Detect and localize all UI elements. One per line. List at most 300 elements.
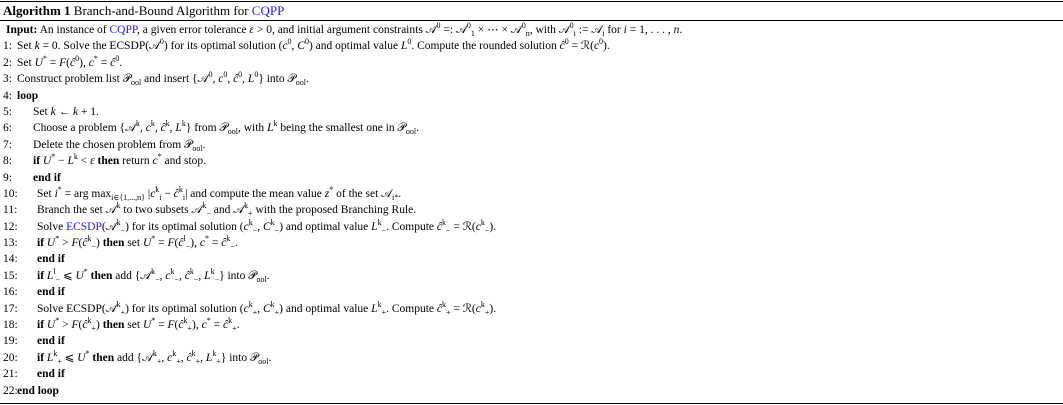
text-segment: ool bbox=[192, 143, 203, 153]
text-segment: 1 bbox=[470, 29, 475, 38]
step-text bbox=[33, 137, 205, 153]
text-segment: − bbox=[274, 225, 280, 235]
text-segment: − bbox=[185, 242, 191, 252]
text-segment: . bbox=[306, 73, 309, 86]
text-segment: ). bbox=[489, 220, 497, 233]
text-segment: Set bbox=[37, 187, 55, 200]
step-text bbox=[37, 268, 270, 284]
text-segment: ĉ bbox=[233, 73, 239, 86]
text-segment: c bbox=[475, 220, 481, 233]
text-segment: , bbox=[154, 122, 161, 135]
text-segment: c bbox=[475, 302, 481, 315]
text-segment: 0 bbox=[569, 21, 574, 30]
algorithm-lines bbox=[0, 22, 1063, 399]
text-segment: ool bbox=[227, 127, 238, 137]
text-segment: U bbox=[46, 237, 56, 250]
text-segment: Delete the chosen problem from 𝒫 bbox=[33, 138, 193, 151]
text-segment: , with 𝒜 bbox=[529, 24, 570, 36]
text-segment: * bbox=[329, 184, 334, 194]
keyword: if bbox=[37, 319, 47, 332]
algorithm-step bbox=[0, 284, 1063, 300]
text-segment: + bbox=[57, 356, 62, 366]
step-text bbox=[37, 251, 65, 267]
keyword: end if bbox=[37, 335, 65, 348]
text-segment: =: 𝒜 bbox=[440, 24, 467, 36]
cqpp-link[interactable]: CQPP bbox=[251, 3, 285, 18]
text-segment: | and compute the mean value bbox=[185, 187, 325, 200]
text-segment: > bbox=[59, 319, 72, 332]
text-segment: L bbox=[247, 73, 255, 86]
text-segment: + bbox=[195, 356, 201, 366]
text-segment: − bbox=[161, 187, 174, 200]
text-segment: 0 bbox=[599, 37, 604, 47]
text-segment: k bbox=[226, 234, 231, 244]
text-segment: ← bbox=[55, 105, 73, 118]
text-segment: ) and optimal value bbox=[279, 220, 372, 233]
keyword: loop bbox=[17, 89, 39, 102]
text-segment: and 𝒜 bbox=[210, 204, 245, 217]
text-segment: k bbox=[116, 217, 121, 227]
text-segment: × ⋯ × 𝒜 bbox=[474, 24, 522, 36]
text-segment: U bbox=[75, 269, 84, 282]
text-segment: (𝒜 bbox=[101, 220, 117, 233]
text-segment: Solve ECSDP(𝒜 bbox=[37, 302, 117, 315]
line-number: 20: bbox=[3, 351, 18, 364]
text-segment: . bbox=[268, 351, 272, 364]
text-segment: ĉ bbox=[82, 237, 88, 250]
text-segment: > bbox=[59, 237, 72, 250]
keyword: then bbox=[99, 319, 125, 332]
text-segment: + bbox=[120, 307, 126, 317]
step-text bbox=[37, 366, 65, 382]
text-segment: 0 bbox=[75, 53, 80, 63]
text-segment: | bbox=[145, 187, 151, 200]
step-text bbox=[33, 120, 419, 136]
text-segment: ĉ bbox=[436, 220, 442, 233]
line-number: 4: bbox=[3, 89, 12, 102]
text-segment: U bbox=[42, 155, 52, 168]
text-segment: ) for its optimal solution ( bbox=[125, 220, 244, 233]
text-segment: ĉ bbox=[222, 319, 229, 332]
line-number: 12: bbox=[3, 220, 18, 233]
step-text bbox=[17, 38, 610, 54]
text-segment: ĉ bbox=[160, 122, 166, 135]
text-segment: 0 bbox=[115, 53, 120, 63]
text-segment: ) and optimal value bbox=[279, 302, 372, 315]
text-segment: , with bbox=[237, 122, 268, 135]
text-segment: . bbox=[119, 56, 123, 69]
text-segment: Set bbox=[17, 56, 35, 69]
keyword: end if bbox=[33, 171, 61, 184]
text-segment: − bbox=[120, 225, 126, 235]
text-segment: − bbox=[155, 274, 160, 284]
text-segment: . bbox=[202, 138, 206, 151]
text-segment: ( bbox=[174, 237, 179, 250]
text-segment: , bbox=[257, 302, 263, 315]
text-segment: ool bbox=[131, 78, 142, 88]
line-number: 21: bbox=[3, 368, 18, 381]
top-rule bbox=[0, 1, 1063, 2]
text-segment: i bbox=[623, 24, 627, 36]
text-segment: . bbox=[416, 122, 419, 135]
text-segment: 0 bbox=[254, 70, 259, 80]
title-rule bbox=[0, 20, 1063, 21]
text-segment: F bbox=[167, 319, 175, 332]
text-segment: Construct problem list 𝒫 bbox=[17, 73, 132, 86]
text-segment: , bbox=[242, 73, 248, 86]
algorithm-step bbox=[0, 104, 1063, 120]
text-segment: ), bbox=[190, 237, 200, 250]
text-segment: k bbox=[72, 105, 79, 118]
text-segment: k bbox=[248, 217, 253, 227]
algorithm-title bbox=[3, 3, 284, 19]
step-text bbox=[17, 383, 59, 399]
text-segment: c bbox=[145, 122, 151, 135]
text-segment: add {𝒜 bbox=[114, 351, 153, 364]
text-segment: * bbox=[206, 316, 211, 326]
text-segment: ĉ bbox=[178, 319, 184, 332]
text-segment: ool bbox=[405, 127, 417, 137]
text-segment: ĉ bbox=[70, 56, 76, 69]
text-segment: U bbox=[142, 319, 152, 332]
reference-link[interactable]: ECSDP bbox=[66, 220, 102, 233]
text-segment: , bbox=[227, 73, 234, 86]
text-segment: L bbox=[205, 351, 213, 364]
text-segment: * bbox=[93, 53, 98, 63]
text-segment: ⩽ bbox=[61, 351, 78, 364]
text-segment: i bbox=[54, 187, 58, 200]
text-segment: = ℛ( bbox=[568, 40, 594, 53]
text-segment: = ℛ( bbox=[450, 302, 476, 315]
bottom-rule bbox=[0, 403, 1063, 404]
text-segment: L bbox=[67, 155, 74, 168]
text-segment: , bbox=[159, 269, 166, 282]
text-segment: k bbox=[155, 184, 160, 194]
algorithm-step bbox=[0, 71, 1063, 87]
algorithm-step bbox=[0, 251, 1063, 267]
text-segment: U bbox=[46, 319, 56, 332]
algorithm-step bbox=[0, 235, 1063, 251]
algorithm-step bbox=[0, 268, 1063, 284]
text-segment: . bbox=[266, 269, 270, 282]
text-segment: k bbox=[87, 316, 92, 326]
step-text bbox=[17, 55, 122, 71]
text-segment: } into 𝒫 bbox=[219, 269, 257, 282]
text-segment: k bbox=[248, 299, 253, 309]
text-segment: Branch the set 𝒜 bbox=[37, 204, 117, 217]
text-segment: L bbox=[400, 40, 408, 53]
step-text bbox=[6, 22, 682, 38]
text-segment: being the smallest one in 𝒫 bbox=[277, 122, 406, 135]
text-segment: − bbox=[230, 242, 235, 252]
text-segment: ). bbox=[489, 302, 497, 315]
keyword: end loop bbox=[17, 384, 59, 397]
text-segment: k bbox=[480, 217, 485, 227]
text-segment: , bbox=[161, 351, 168, 364]
text-segment: − bbox=[214, 274, 220, 284]
text-segment: ( bbox=[174, 319, 179, 332]
text-segment: − bbox=[252, 225, 258, 235]
text-segment: , bbox=[198, 269, 205, 282]
text-segment: 0 bbox=[238, 70, 243, 80]
text-segment: } into 𝒫 bbox=[220, 351, 259, 364]
text-segment: i bbox=[602, 29, 605, 38]
text-segment: i* bbox=[392, 192, 399, 202]
keyword: then bbox=[94, 155, 120, 168]
text-segment: ĉ bbox=[110, 56, 116, 69]
text-segment: + bbox=[381, 307, 387, 317]
line-number: 22: bbox=[3, 384, 18, 397]
text-segment: 0 bbox=[304, 37, 309, 47]
text-segment: n bbox=[673, 24, 680, 36]
text-segment: + bbox=[484, 307, 490, 317]
text-segment: k bbox=[273, 119, 278, 129]
text-segment: k bbox=[116, 299, 121, 309]
text-segment: . Compute bbox=[386, 302, 437, 315]
step-text bbox=[37, 333, 65, 349]
text-segment: + bbox=[232, 324, 237, 334]
text-segment: n bbox=[525, 29, 530, 38]
text-segment: c bbox=[243, 302, 249, 315]
text-segment: return bbox=[119, 155, 153, 168]
text-segment: Set bbox=[33, 105, 51, 118]
text-segment: k bbox=[480, 299, 485, 309]
text-segment: and stop. bbox=[161, 155, 207, 168]
algorithm-step bbox=[0, 137, 1063, 153]
text-segment: , bbox=[257, 220, 263, 233]
text-segment: 0 bbox=[564, 37, 569, 47]
text-segment: set bbox=[124, 319, 143, 332]
line-number: 11: bbox=[3, 204, 18, 217]
text-segment: ε bbox=[90, 155, 95, 168]
reference-link[interactable]: CQPP bbox=[109, 24, 138, 36]
text-segment: k bbox=[178, 184, 183, 194]
text-segment: k bbox=[442, 217, 446, 227]
text-segment: ( bbox=[66, 56, 71, 69]
text-segment: i bbox=[159, 192, 162, 202]
algorithm-step bbox=[0, 383, 1063, 399]
text-segment: k bbox=[228, 316, 233, 326]
text-segment: l bbox=[183, 234, 186, 244]
text-segment: k bbox=[210, 266, 215, 276]
text-segment: L bbox=[175, 122, 182, 135]
text-segment: ε bbox=[249, 24, 254, 36]
text-segment: k bbox=[202, 201, 207, 211]
text-segment: 0 bbox=[223, 70, 228, 80]
input-line bbox=[0, 22, 1063, 38]
text-segment: * bbox=[42, 53, 47, 63]
step-text bbox=[37, 219, 496, 235]
text-segment: * bbox=[57, 184, 62, 194]
text-segment: k bbox=[73, 152, 78, 162]
text-segment: c bbox=[199, 237, 205, 250]
text-segment: } into 𝒫 bbox=[258, 73, 296, 86]
algorithm-step bbox=[0, 170, 1063, 186]
text-segment: F bbox=[59, 56, 67, 69]
text-segment: . bbox=[236, 319, 240, 332]
text-segment: c bbox=[282, 40, 288, 53]
text-segment: L bbox=[267, 122, 274, 135]
text-segment: 0 bbox=[159, 37, 164, 47]
text-segment: U bbox=[34, 56, 43, 69]
text-segment: − bbox=[484, 225, 490, 235]
line-number: 10: bbox=[3, 187, 18, 200]
algorithm-step bbox=[0, 202, 1063, 218]
text-segment: 0 bbox=[521, 21, 526, 30]
text-segment: Choose a problem {𝒜 bbox=[33, 122, 136, 135]
algorithm-step bbox=[0, 366, 1063, 382]
text-segment: = bbox=[97, 56, 111, 69]
keyword: if bbox=[37, 351, 47, 364]
line-number: 3: bbox=[3, 73, 12, 86]
text-segment: 0 bbox=[466, 21, 471, 30]
text-segment: = bbox=[155, 319, 168, 332]
keyword: end if bbox=[37, 368, 65, 381]
text-segment: < bbox=[77, 155, 91, 168]
text-segment: + bbox=[187, 324, 193, 334]
text-segment: − bbox=[206, 209, 211, 219]
algorithm-step bbox=[0, 317, 1063, 333]
text-segment: ( bbox=[78, 237, 83, 250]
text-segment: + bbox=[252, 307, 258, 317]
text-segment: Solve bbox=[37, 220, 67, 233]
keyword: then bbox=[89, 351, 115, 364]
text-segment: k bbox=[170, 266, 175, 276]
line-number: 7: bbox=[3, 138, 12, 151]
text-segment: . Compute bbox=[386, 220, 437, 233]
text-segment: and insert {𝒜 bbox=[141, 73, 209, 86]
text-segment: add {𝒜 bbox=[112, 269, 152, 282]
text-segment: c bbox=[593, 40, 600, 53]
text-segment: = bbox=[210, 319, 223, 332]
algorithm-label: Algorithm 1 bbox=[3, 3, 71, 18]
algorithm-step bbox=[0, 55, 1063, 71]
text-segment: . bbox=[398, 187, 402, 200]
step-text bbox=[33, 170, 61, 186]
step-text bbox=[37, 317, 239, 333]
step-text bbox=[17, 88, 38, 104]
text-segment: . Compute the rounded solution bbox=[411, 40, 560, 53]
keyword: then bbox=[87, 269, 113, 282]
text-segment: k bbox=[152, 348, 157, 358]
text-segment: , a given error tolerance bbox=[137, 24, 250, 36]
text-segment: An instance of bbox=[37, 24, 110, 36]
text-segment: * bbox=[151, 316, 156, 326]
text-segment: 0 bbox=[436, 21, 441, 30]
text-segment: ĉ bbox=[184, 269, 190, 282]
text-segment: k bbox=[150, 119, 155, 129]
step-text bbox=[37, 284, 65, 300]
text-segment: − bbox=[55, 155, 68, 168]
text-segment: k bbox=[189, 266, 194, 276]
text-segment: ĉ bbox=[436, 302, 442, 315]
text-segment: k bbox=[172, 348, 177, 358]
text-segment: * bbox=[83, 266, 88, 276]
text-segment: + bbox=[445, 307, 451, 317]
text-segment: , bbox=[169, 122, 176, 135]
text-segment: F bbox=[71, 237, 79, 250]
text-segment: k bbox=[377, 299, 382, 309]
text-segment: = bbox=[46, 56, 60, 69]
keyword: end if bbox=[37, 253, 65, 266]
text-segment: C bbox=[262, 302, 271, 315]
text-segment: U bbox=[142, 237, 152, 250]
algorithm-step bbox=[0, 153, 1063, 169]
text-segment: C bbox=[297, 40, 305, 53]
text-segment: , bbox=[179, 269, 185, 282]
text-segment: * bbox=[55, 316, 60, 326]
text-segment: ( bbox=[78, 319, 83, 332]
step-text bbox=[33, 153, 206, 169]
text-segment: k bbox=[50, 105, 56, 118]
text-segment: c bbox=[201, 319, 207, 332]
step-text bbox=[37, 235, 238, 251]
step-text bbox=[17, 71, 309, 87]
algorithm-step bbox=[0, 350, 1063, 366]
text-segment: c bbox=[150, 187, 156, 200]
text-segment: k bbox=[53, 348, 58, 358]
text-segment: i∈{1,...,n} bbox=[111, 192, 145, 202]
keyword: then bbox=[99, 237, 125, 250]
text-segment: for bbox=[604, 24, 624, 36]
text-segment: * bbox=[85, 348, 90, 358]
text-segment: c bbox=[218, 73, 224, 86]
text-segment: + 1. bbox=[78, 105, 99, 118]
step-text bbox=[37, 202, 416, 218]
line-number: 8: bbox=[3, 155, 12, 168]
text-segment: . bbox=[679, 24, 683, 36]
text-segment: − bbox=[446, 225, 451, 235]
text-segment: + bbox=[248, 209, 253, 219]
text-segment: k bbox=[191, 348, 196, 358]
text-segment: k bbox=[135, 119, 140, 129]
text-segment: ) for its optimal solution ( bbox=[163, 40, 283, 53]
algorithm-step bbox=[0, 219, 1063, 235]
text-segment: k bbox=[87, 234, 92, 244]
algorithm-step bbox=[0, 38, 1063, 54]
text-segment: 0 bbox=[407, 37, 412, 47]
text-segment: } from 𝒫 bbox=[185, 122, 228, 135]
keyword: end if bbox=[37, 286, 65, 299]
text-segment: F bbox=[167, 237, 175, 250]
text-segment: set bbox=[124, 237, 143, 250]
text-segment: ĉ bbox=[178, 237, 184, 250]
text-segment: , bbox=[291, 40, 298, 53]
text-segment: , bbox=[212, 73, 219, 86]
text-segment: ĉ bbox=[221, 237, 227, 250]
line-number: 16: bbox=[3, 286, 18, 299]
text-segment: k bbox=[270, 299, 275, 309]
step-text bbox=[37, 350, 271, 366]
text-segment: ) bbox=[95, 319, 100, 332]
text-segment: Set bbox=[17, 40, 35, 53]
keyword: if bbox=[37, 269, 47, 282]
text-segment: + bbox=[91, 324, 96, 334]
line-number: 5: bbox=[3, 105, 12, 118]
text-segment: ĉ bbox=[82, 319, 88, 332]
algorithm-step bbox=[0, 186, 1063, 202]
text-segment: k bbox=[441, 299, 446, 309]
text-segment: > 0, and initial argument constraints 𝒜 bbox=[253, 24, 437, 36]
text-segment: = 1, . . . , bbox=[626, 24, 674, 36]
text-segment: k bbox=[244, 201, 249, 211]
text-segment: k bbox=[212, 348, 217, 358]
text-segment: ) bbox=[95, 237, 100, 250]
line-number: 19: bbox=[3, 335, 18, 348]
text-segment: ) and optimal value bbox=[308, 40, 401, 53]
text-segment: c bbox=[165, 269, 171, 282]
text-segment: , bbox=[139, 122, 146, 135]
